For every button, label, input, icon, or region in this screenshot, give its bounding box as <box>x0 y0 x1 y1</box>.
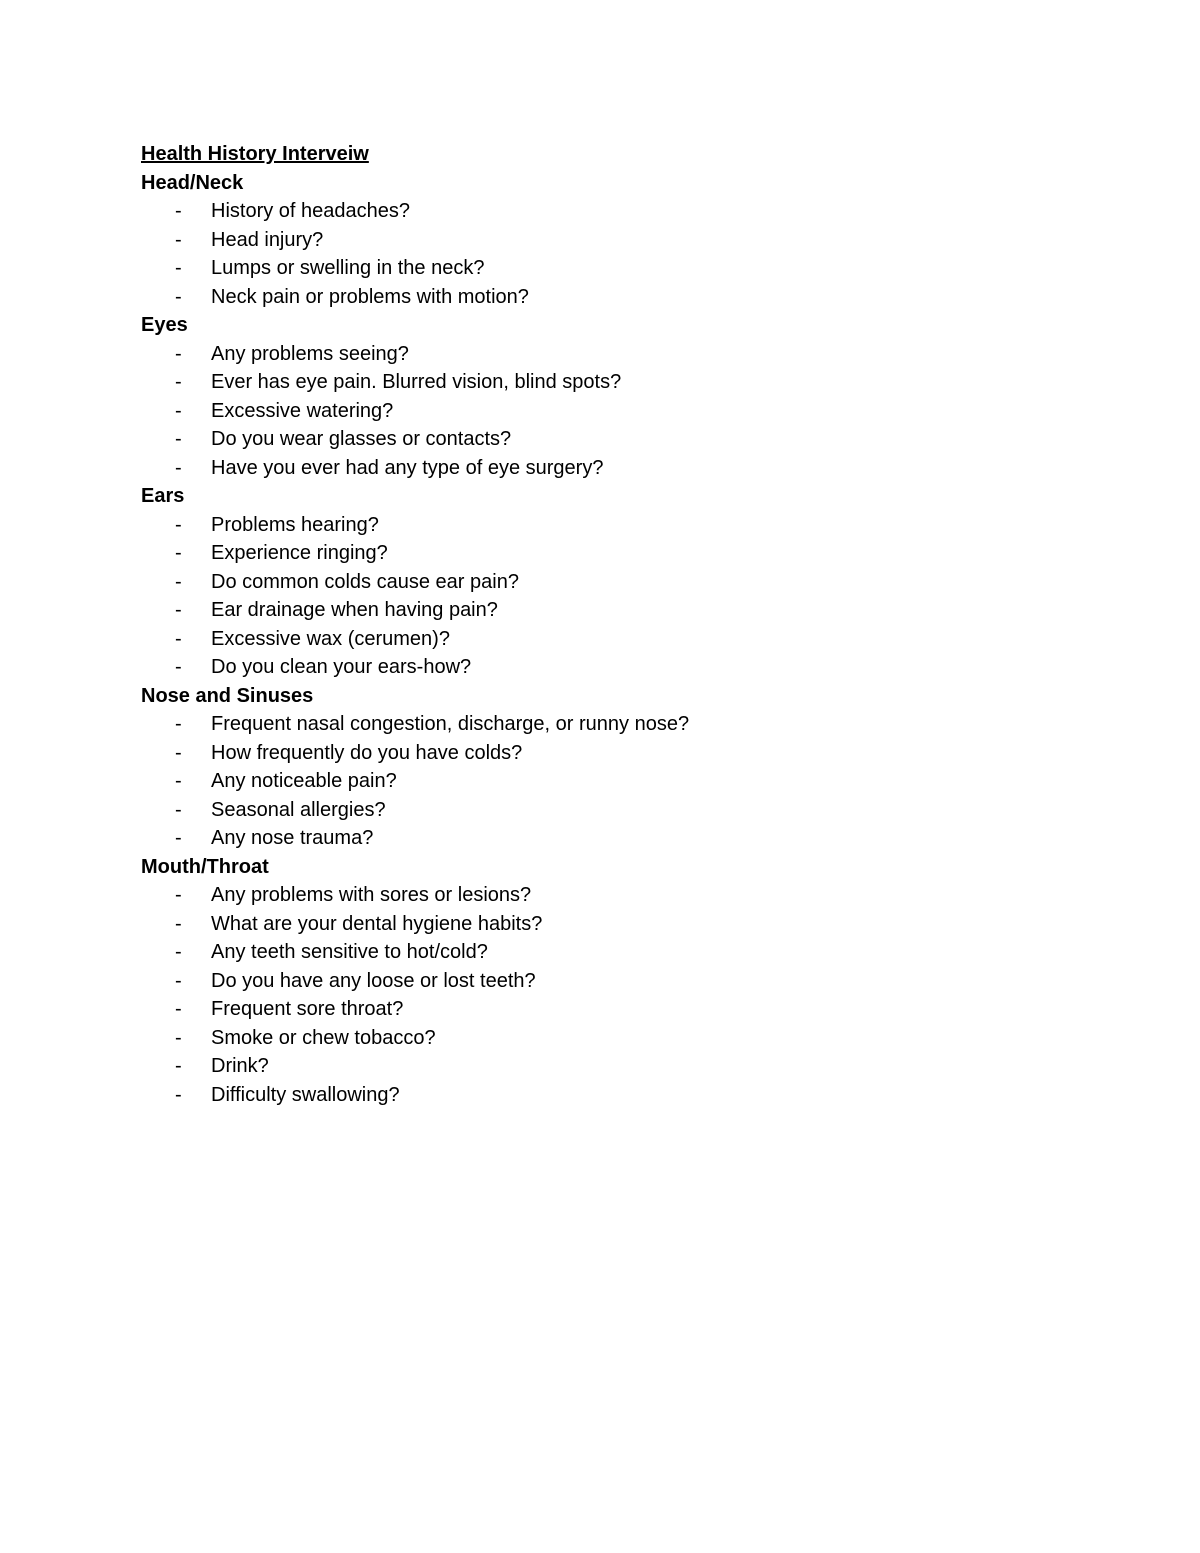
dash-bullet: - <box>175 1083 182 1106</box>
dash-bullet: - <box>175 770 182 792</box>
question-text: Excessive wax (cerumen)? <box>211 627 450 650</box>
list-item <box>141 710 1141 739</box>
dash-bullet: - <box>175 285 182 308</box>
dash-bullet: - <box>175 456 182 479</box>
list-item <box>141 625 1141 654</box>
section-heading: Eyes <box>141 314 188 336</box>
question-text: Any problems seeing? <box>211 342 409 365</box>
dash-bullet: - <box>175 884 182 906</box>
list-item <box>141 767 1141 796</box>
list-item <box>141 739 1141 768</box>
section-ears <box>141 482 1141 682</box>
dash-bullet: - <box>175 513 182 536</box>
dash-bullet: - <box>175 741 182 764</box>
question-list <box>141 197 1141 311</box>
question-text: Lumps or swelling in the neck? <box>211 257 485 279</box>
list-item <box>141 397 1141 426</box>
list-item <box>141 197 1141 226</box>
list-item <box>141 910 1141 939</box>
question-text: What are your dental hygiene habits? <box>211 912 543 935</box>
section-heading: Nose and Sinuses <box>141 684 314 707</box>
question-text: Ever has eye pain. Blurred vision, blind spots? <box>211 371 622 393</box>
list-item <box>141 283 1141 312</box>
list-item <box>141 596 1141 625</box>
dash-bullet: - <box>175 998 182 1020</box>
list-item <box>141 368 1141 397</box>
question-text: Problems hearing? <box>211 513 379 536</box>
dash-bullet: - <box>175 200 182 222</box>
dash-bullet: - <box>175 1026 182 1049</box>
list-item <box>141 1052 1141 1081</box>
document-page <box>141 140 1141 1109</box>
question-text: Do you have any loose or lost teeth? <box>211 969 536 992</box>
list-item <box>141 967 1141 996</box>
list-item <box>141 568 1141 597</box>
question-text: Frequent nasal congestion, discharge, or runny nose? <box>211 713 690 735</box>
section-head-neck <box>141 169 1141 312</box>
dash-bullet: - <box>175 257 182 279</box>
list-item <box>141 539 1141 568</box>
question-text: Do you clean your ears-how? <box>211 656 472 678</box>
list-item <box>141 881 1141 910</box>
question-list <box>141 710 1141 853</box>
dash-bullet: - <box>175 428 182 450</box>
dash-bullet: - <box>175 342 182 365</box>
dash-bullet: - <box>175 627 182 650</box>
question-text: Any noticeable pain? <box>211 770 397 792</box>
dash-bullet: - <box>175 371 182 393</box>
dash-bullet: - <box>175 798 182 821</box>
list-item <box>141 824 1141 853</box>
question-text: Difficulty swallowing? <box>211 1083 400 1106</box>
question-text: Frequent sore throat? <box>211 998 404 1020</box>
dash-bullet: - <box>175 399 182 422</box>
list-item <box>141 1081 1141 1110</box>
list-item <box>141 938 1141 967</box>
dash-bullet: - <box>175 912 182 935</box>
question-text: Seasonal allergies? <box>211 798 386 821</box>
question-text: Head injury? <box>211 228 324 251</box>
dash-bullet: - <box>175 941 182 963</box>
list-item <box>141 511 1141 540</box>
question-text: Any teeth sensitive to hot/cold? <box>211 941 488 963</box>
section-heading: Mouth/Throat <box>141 855 269 878</box>
question-text: Any problems with sores or lesions? <box>211 884 532 906</box>
dash-bullet: - <box>175 228 182 251</box>
section-nose-and-sinuses <box>141 682 1141 853</box>
dash-bullet: - <box>175 827 182 849</box>
dash-bullet: - <box>175 599 182 621</box>
question-text: Drink? <box>211 1055 269 1077</box>
question-list <box>141 881 1141 1109</box>
section-heading: Head/Neck <box>141 171 244 194</box>
list-item <box>141 1024 1141 1053</box>
question-text: Smoke or chew tobacco? <box>211 1026 436 1049</box>
section-heading: Ears <box>141 485 185 507</box>
question-text: Excessive watering? <box>211 399 394 422</box>
question-text: Any nose trauma? <box>211 827 374 849</box>
list-item <box>141 340 1141 369</box>
list-item <box>141 226 1141 255</box>
question-text: How frequently do you have colds? <box>211 741 523 764</box>
dash-bullet: - <box>175 542 182 564</box>
question-text: History of headaches? <box>211 200 411 222</box>
section-eyes <box>141 311 1141 482</box>
dash-bullet: - <box>175 713 182 735</box>
dash-bullet: - <box>175 656 182 678</box>
list-item <box>141 796 1141 825</box>
list-item <box>141 254 1141 283</box>
question-text: Have you ever had any type of eye surgery? <box>211 456 604 479</box>
question-text: Do you wear glasses or contacts? <box>211 428 512 450</box>
list-item <box>141 653 1141 682</box>
question-list <box>141 511 1141 682</box>
dash-bullet: - <box>175 1055 182 1077</box>
page-title: Health History Interveiw <box>141 143 369 165</box>
question-text: Neck pain or problems with motion? <box>211 285 529 308</box>
list-item <box>141 454 1141 483</box>
list-item <box>141 425 1141 454</box>
question-text: Do common colds cause ear pain? <box>211 570 519 593</box>
section-mouth-throat <box>141 853 1141 1110</box>
list-item <box>141 995 1141 1024</box>
dash-bullet: - <box>175 570 182 593</box>
question-text: Ear drainage when having pain? <box>211 599 498 621</box>
question-text: Experience ringing? <box>211 542 388 564</box>
dash-bullet: - <box>175 969 182 992</box>
question-list <box>141 340 1141 483</box>
